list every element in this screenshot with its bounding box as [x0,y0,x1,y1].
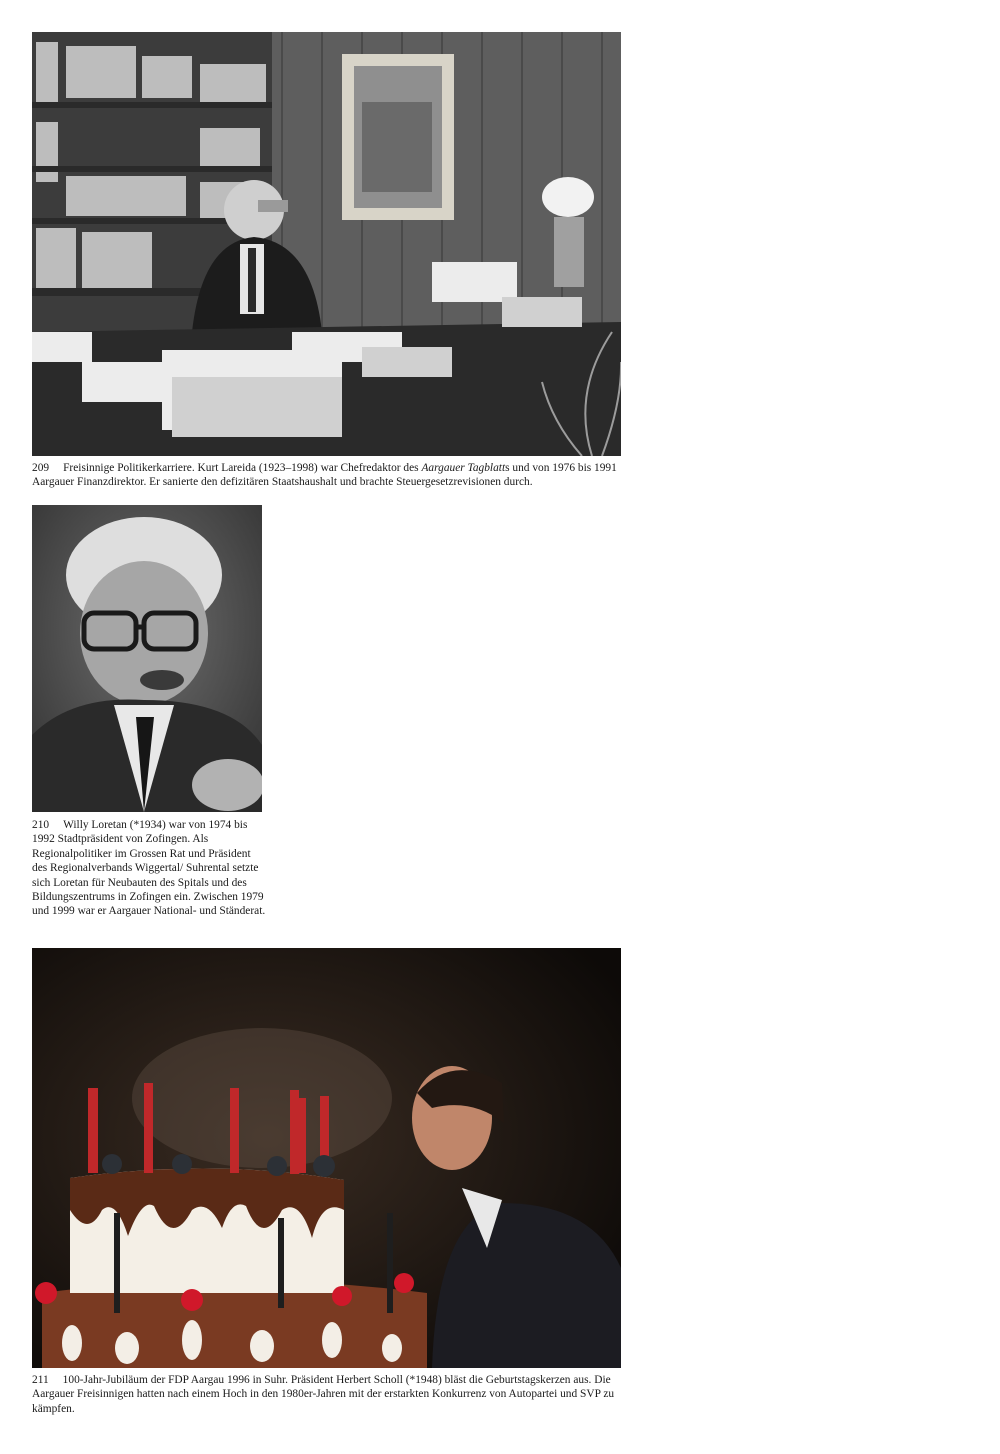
figure-caption-211 [32,1373,624,1416]
figure-caption-209 [32,461,624,490]
photo-portrait [32,505,262,812]
photo-birthday-cake [32,948,621,1368]
photo-office-desk [32,32,621,456]
caption-text: Freisinnige Politikerkarriere. Kurt Lareida (1923–1998) war Chefredaktor des [63,462,422,474]
figure-number: 210 [32,819,50,831]
figure-number: 209 [32,462,50,474]
figure-number: 211 [32,1374,49,1386]
figure-caption-210 [32,818,268,919]
caption-text: Willy Loretan (*1934) war von 1974 bis 1992 Stadtpräsident von Zofingen. Als Regionalpolitiker im Grossen Rat und Präsident des Regionalverbands Wiggertal/ Suhrental setzte sich Loretan für Neubauten des Spitals und des Bildungszentrums in Zofingen ein. Zwischen 1979 und 1999 war er Aargauer National- und Ständerat. [32,819,266,918]
caption-text: s und von 1976 bis 1991 Aargauer Finanzdirektor. Er sanierte den defizitären Staatshaushalt und brachte Steuergesetzrevisionen durch. [32,462,617,489]
caption-italic-title: Aargauer Tagblatt [421,462,506,474]
caption-text: 100-Jahr-Jubiläum der FDP Aargau 1996 in Suhr. Präsident Herbert Scholl (*1948) bläst die Geburtstagskerzen aus. Die Aargauer Freisinnigen hatten nach einem Hoch in den 1980er-Jahren mit der erstarkten Konkurrenz von Autopartei und SVP zu kämpfen. [32,1374,615,1415]
